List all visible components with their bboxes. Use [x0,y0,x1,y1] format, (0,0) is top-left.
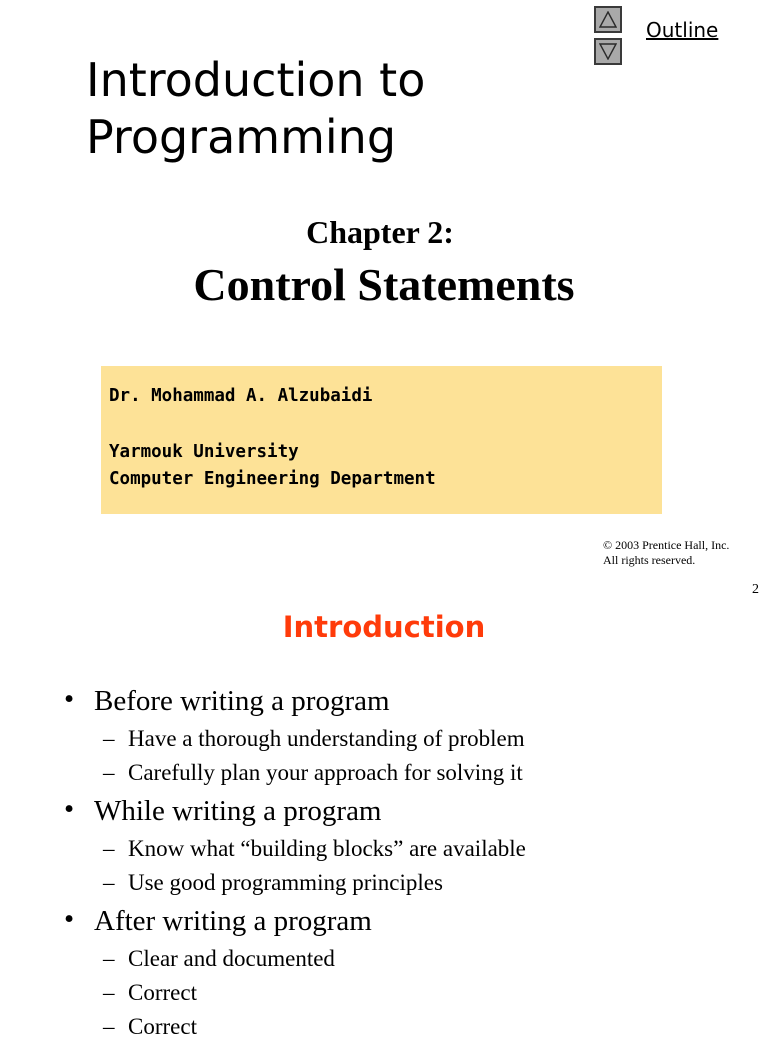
sub-bullet-item [0,942,768,976]
dash-icon: – [103,870,115,895]
sub-bullet-item [0,756,768,790]
bullet-dot-icon: • [64,903,75,935]
previous-slide-button[interactable] [594,6,622,33]
dash-icon: – [103,980,115,1005]
sub-bullet-text: Use good programming principles [128,870,443,895]
slide-title-line-2: Programming [86,110,397,164]
bullet-item [0,900,768,942]
outline-link[interactable]: Outline [646,18,719,42]
copyright-line: © 2003 Prentice Hall, Inc. [603,538,730,552]
sub-bullet-item [0,866,768,900]
university-name: Yarmouk University [109,441,299,462]
sub-bullet-item [0,722,768,756]
rights-line: All rights reserved. [603,553,696,567]
sub-bullet-text: Correct [128,1014,197,1039]
page-number: 2 [752,582,759,597]
department-name: Computer Engineering Department [109,469,436,489]
section-title: Introduction [282,610,486,644]
dash-icon: – [103,760,115,785]
chapter-label: Chapter 2: [306,214,454,250]
sub-bullet-text: Know what “building blocks” are available [128,836,526,861]
bullet-item [0,680,768,722]
slide-title-line-1: Introduction to [86,53,426,107]
down-arrow-icon [599,43,617,60]
dash-icon: – [103,726,115,751]
sub-bullet-text: Have a thorough understanding of problem [128,726,525,751]
sub-bullet-text: Clear and documented [128,946,335,971]
chapter-title: Control Statements [193,259,575,310]
bullet-dot-icon: • [64,793,75,825]
dash-icon: – [103,946,115,971]
next-slide-button[interactable] [594,38,622,65]
sub-bullet-text: Carefully plan your approach for solving it [128,760,523,785]
copyright-notice [603,538,729,568]
bullet-item [0,790,768,832]
dash-icon: – [103,1014,115,1039]
bullet-text: While writing a program [94,795,382,827]
dash-icon: – [103,836,115,861]
up-arrow-icon [599,11,617,28]
sub-bullet-item [0,1010,768,1044]
sub-bullet-item [0,976,768,1010]
slide-title [86,52,425,166]
bullet-text: After writing a program [94,905,372,937]
bullet-list [0,680,768,1044]
sub-bullet-item [0,832,768,866]
author-info-box [101,366,662,514]
sub-bullet-text: Correct [128,980,197,1005]
bullet-dot-icon: • [64,683,75,715]
bullet-text: Before writing a program [94,685,390,717]
author-name: Dr. Mohammad A. Alzubaidi [109,386,373,406]
